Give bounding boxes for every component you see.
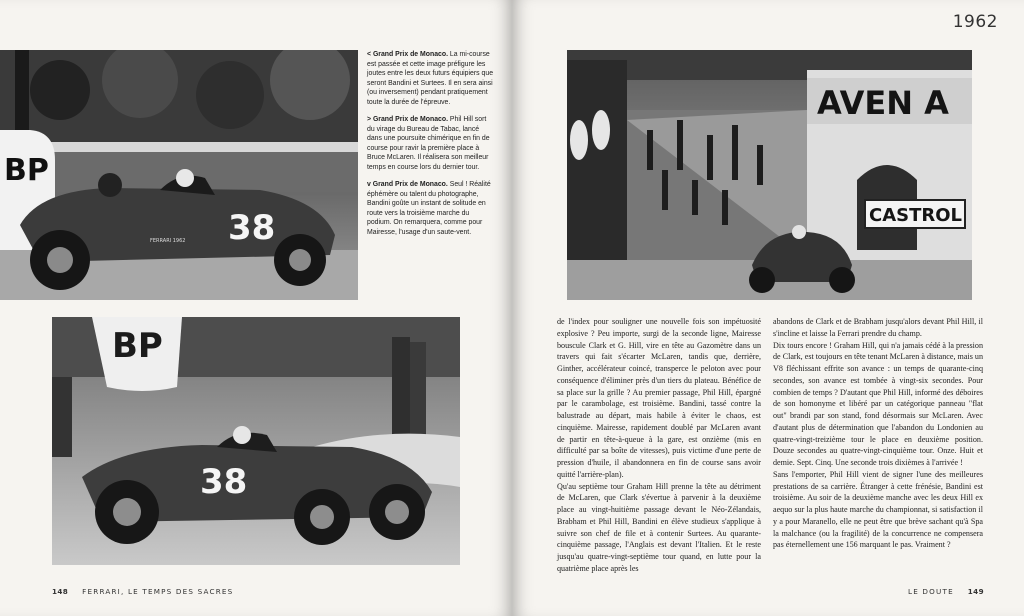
left-folio (52, 587, 233, 596)
column-2-paragraph-3: Sans l'emporter, Phil Hill vient de signer l'une des meilleures prestations de sa carrière. Étranger à cette frénésie, Bandini est troisième. Au soir de la deuxième manche avec les deux Hill ex aequo sur la plus haute marche du championnat, si satisfaction il y a pour Maranello, elle ne peut être que brève sachant qu'à Spa la malchance (ou la fragilité) de la concurrence ne compensera pas éternellement une 156 marquant le pas. Vraiment ? (773, 469, 983, 550)
column-1-paragraph-1: de l'index pour souligner une nouvelle fois son impétuosité explosive ? Peu importe, surgi de la seconde ligne, Mairesse bouscule Clark et G. Hill, vire en tête au Gazomètre dans un travers qui fait s'écarter McLaren, tandis que, derrière, Ginther, accélérateur coincé, transperce le peloton avec pour conséquence d'éliminer près d'un tiers du plateau. Bénéfice de sa place sur la grille ? Au premier passage, Phil Hill, épargné par le carambolage, est troisième. Bandini, tassé contre la balustrade au départ, mais habile à éviter le chaos, est cinquième. Mairesse, rapidement doublé par McLaren avant de partir en tête-à-queue à la gare, est onzième (mis en difficulté par sa boîte de vitesses), puis victime d'une perte de pression d'huile, il abandonnera en fin de course sans avoir quitté l'arrière-plan). (557, 317, 761, 479)
castrol-sign-text: CASTROL (869, 205, 963, 226)
photo-castrol-grandstand (567, 50, 972, 300)
aven-a-banner-text: AVEN A (817, 84, 949, 122)
column-2-paragraph-1: abandons de Clark et de Brabham jusqu'alors devant Phil Hill, il s'incline et laisse la Ferrari prendre du champ. (773, 317, 983, 338)
caption-1-head: < Grand Prix de Monaco. (367, 51, 448, 58)
column-1-paragraph-2: Qu'au septième tour Graham Hill prenne la tête au détriment de McLaren, que Clark s'évertue à parvenir à la deuxième place au vingt-huitième passage devant le Néo-Zélandais, Brabham et Phil Hill, Bandini en élève studieux s'applique à suivre son chef de file et à contenir Surtees. Au quarante-cinquième passage, l'Anglais est devant l'Italien. Et le reste jusqu'au quatre-vingt-septième tour quand, en lutte pour la quatrième place après les (557, 481, 761, 573)
chapter-year: 1962 (952, 12, 998, 32)
photo-captions (367, 50, 495, 245)
caption-1-body: La mi-course est passée et cette image préfigure les joutes entre les deux futurs équipiers que seront Bandini et Surtees. Il en sera ainsi (ou inversement) pendant pratiquement toute la durée de l'épreuve. (367, 51, 494, 106)
right-page-number: 149 (967, 587, 984, 596)
car-plate-text: FERRARI 1962 (150, 238, 186, 244)
caption-2-body: Phil Hill sort du virage du Bureau de Tabac, lancé dans une poursuite chimérique en fin de course pour ravir la première place à Bruce McLaren. Il réalisera son meilleur temps en course lors du dernier tour. (367, 116, 490, 171)
left-page-number: 148 (52, 587, 69, 596)
photo-bandini-seul (52, 317, 460, 565)
caption-3-head: v Grand Prix de Monaco. (367, 181, 448, 188)
bp-sign-text: BP (4, 153, 49, 188)
right-folio (908, 587, 984, 596)
caption-2 (367, 115, 495, 172)
left-running-title: FERRARI, LE TEMPS DES SACRES (82, 587, 234, 596)
caption-3-body: Seul ! Réalité éphémère ou talent du photographe, Bandini goûte un instant de solitude en route vers la troisième marche du podium. On remarquera, comme pour Mairesse, l'usage d'un saute-vent. (367, 181, 491, 236)
photo-top-right-image (567, 50, 972, 300)
right-running-title: LE DOUTE (908, 587, 954, 596)
right-page (512, 0, 1024, 616)
bp-sign-text-bottom: BP (112, 326, 163, 366)
text-column-2 (773, 316, 983, 551)
text-column-1 (557, 316, 761, 575)
photo-phil-hill-bureau-de-tabac (0, 50, 358, 300)
car-number-top-left: 38 (228, 208, 276, 248)
caption-3 (367, 180, 495, 237)
car-number-bottom-left: 38 (200, 462, 248, 502)
caption-2-head: > Grand Prix de Monaco. (367, 116, 448, 123)
photo-bottom-left-image (52, 317, 460, 565)
photo-top-left-image (0, 50, 358, 300)
caption-1 (367, 50, 495, 107)
column-2-paragraph-2: Dix tours encore ! Graham Hill, qui n'a jamais cédé à la pression de Clark, est toujours en tête tenant McLaren à distance, mais un V8 fléchissant effrite son avance : un temps de quarante-cinq secondes, son avance est tombée à vingt-six secondes. Pour combien de temps ? D'autant que Phil Hill, informé des déboires de son homonyme et libéré par un catégorique panneau "flat out" brandi par son stand, fond désormais sur McLaren. Avec d'autant plus de détermination que l'abandon du Londonien au quatre-vingt-treizième tour le place en deuxième position. Douze secondes au quatre-vingt-cinquième tour. Onze. Huit et demie. Sept. Cinq. Une seconde trois dixièmes à l'arrivée ! (773, 340, 983, 467)
